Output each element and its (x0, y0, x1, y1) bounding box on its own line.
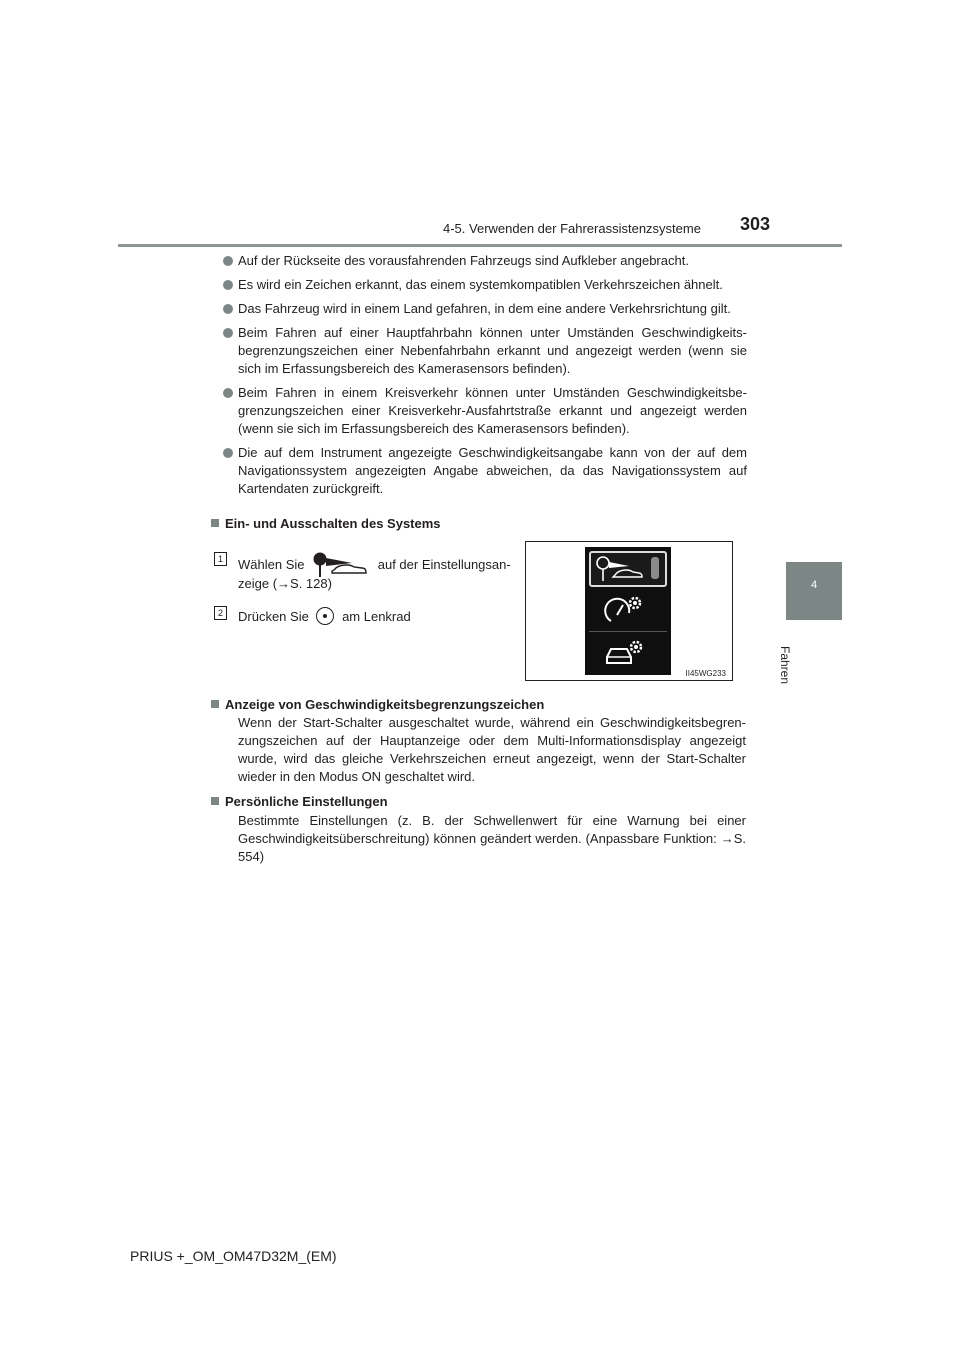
chapter-label: Fahren (778, 646, 792, 685)
footer-doc-id: PRIUS +_OM_OM47D32M_(EM) (130, 1248, 337, 1264)
square-bullet-icon (211, 700, 219, 708)
list-item (223, 252, 747, 270)
step-1-after: auf der Einstellungsan- (377, 557, 511, 572)
page-number: 303 (740, 214, 771, 234)
list-item (223, 444, 747, 498)
header-section-title: 4-5. Verwenden der Fahrerassistenzsysteme (443, 221, 701, 236)
bullet-icon (223, 448, 233, 458)
road-sign-assist-icon (591, 553, 665, 585)
step-number-2: 2 (214, 606, 227, 620)
chapter-number: 4 (810, 579, 818, 591)
rsa-setting-tile (589, 551, 667, 587)
settings-display (585, 547, 671, 675)
section-title-text: Anzeige von Geschwindigkeitsbegrenzungszeichen (225, 697, 545, 712)
personal-paragraph: Bestimmte Einstellungen (z. B. der Schwellenwert für eine Warnung bei einer Geschwindigkeitsüberschreitung) können geändert werden. (Anpassbare Funktion: →S. 554) (238, 813, 746, 864)
section-title-personal (211, 794, 388, 809)
list-item (223, 384, 747, 438)
section-title-display (211, 697, 544, 712)
section-title-onoff (211, 516, 441, 531)
list-item (223, 300, 747, 318)
vehicle-gear-icon (589, 635, 667, 671)
road-sign-assist-icon (312, 552, 370, 578)
section-title-text: Persönliche Einstellungen (225, 794, 388, 809)
list-item-text: Auf der Rückseite des vorausfahrenden Fahrzeugs sind Aufkleber angebracht. (238, 253, 689, 268)
step-2-text (238, 606, 411, 626)
divider (589, 631, 667, 632)
bullet-icon (223, 280, 233, 290)
vehicle-setting-tile (589, 635, 667, 671)
square-bullet-icon (211, 519, 219, 527)
step-2-after: am Lenkrad (342, 609, 411, 624)
display-paragraph: Wenn der Start-Schalter ausgeschaltet wurde, während ein Geschwindigkeitsbegren-zungszeichen auf der Hauptanzeige oder dem Multi-Informationsdisplay angezeigt wurde, wird das gleiche Verkehrszeichen erneut angezeigt, wenn der Start-Schalter wieder in den Modus ON geschaltet wird. (238, 715, 746, 784)
bullet-icon (223, 388, 233, 398)
bullet-icon (223, 328, 233, 338)
chapter-tab (786, 562, 842, 620)
list-item-text: Die auf dem Instrument angezeigte Geschwindigkeitsangabe kann von der auf dem Navigationssystem angezeigten Angabe abweichen, da das Navigationssystem auf Kartendaten zurückgreift. (238, 445, 747, 496)
speed-setting-tile (589, 591, 667, 627)
list-item (223, 324, 747, 378)
list-item-text: Beim Fahren in einem Kreisverkehr können unter Umständen Geschwindigkeitsbe-grenzungszeichen einer Kreisverkehr-Ausfahrtstraße erkannt und angezeigt werden (wenn sie sich im Erfassungsbereich des Kamerasensors befinden). (238, 385, 747, 436)
list-item-text: Das Fahrzeug wird in einem Land gefahren, in dem eine andere Verkehrsrichtung gilt. (238, 301, 731, 316)
steering-wheel-button-icon (315, 606, 335, 626)
condition-bullet-list (223, 252, 747, 504)
list-item-text: Es wird ein Zeichen erkannt, das einem systemkompatiblen Verkehrszeichen ähnelt. (238, 277, 723, 292)
section-title-text: Ein- und Ausschalten des Systems (225, 516, 441, 531)
step-2-before: Drücken Sie (238, 609, 309, 624)
chapter-label-block (772, 620, 822, 685)
step-number-1: 1 (214, 552, 227, 566)
speedometer-gear-icon (589, 591, 667, 627)
figure-code: II45WG233 (685, 669, 726, 678)
header-rule (118, 244, 842, 247)
bullet-icon (223, 304, 233, 314)
step-1-text (238, 552, 511, 578)
step-1-before: Wählen Sie (238, 557, 305, 572)
list-item (223, 276, 747, 294)
square-bullet-icon (211, 797, 219, 805)
list-item-text: Beim Fahren auf einer Hauptfahrbahn können unter Umständen Geschwindigkeits-begrenzungszeichen einer Nebenfahrbahn erkannt und angezeigt werden (wenn sie sich im Erfassungsbereich des Kamerasensors befinden). (238, 325, 747, 376)
bullet-icon (223, 256, 233, 266)
settings-screen-figure (525, 541, 733, 681)
step-1-line2: zeige (→S. 128) (238, 576, 332, 591)
